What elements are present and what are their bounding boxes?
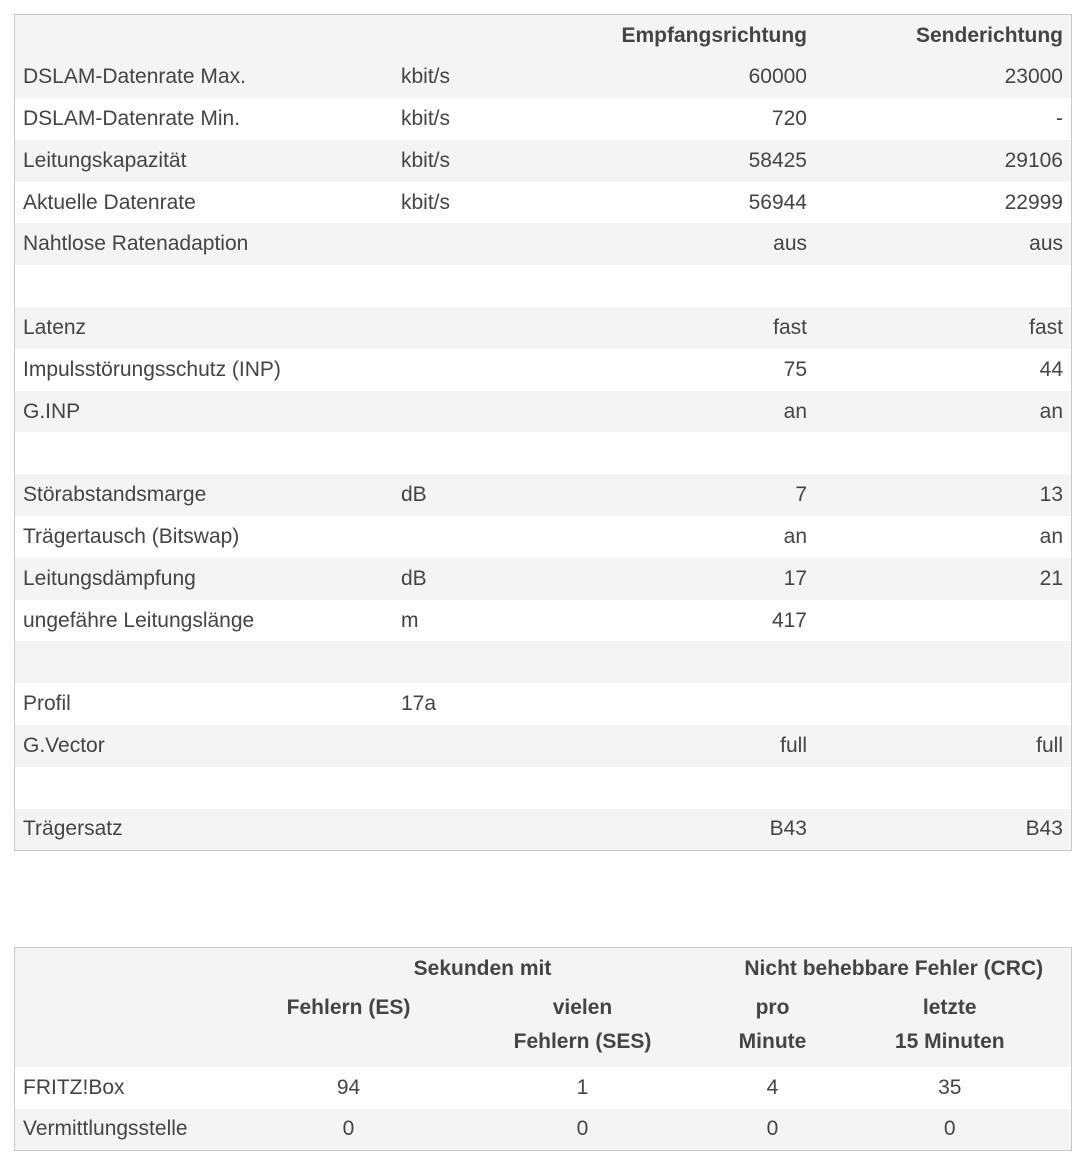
header-crc: Nicht behebbare Fehler (CRC): [717, 948, 1072, 991]
cell-upstream: [815, 767, 1072, 809]
cell-upstream: an: [1039, 399, 1063, 423]
row-unit: kbit/s: [401, 190, 451, 214]
cell-upstream: 29106: [1004, 148, 1063, 172]
row-label: Impulsstörungsschutz (INP): [23, 357, 281, 381]
table-row: [15, 725, 1072, 767]
row-unit: [393, 516, 589, 558]
row-label: [15, 265, 394, 307]
row-label: [15, 641, 394, 683]
cell-downstream: aus: [773, 232, 807, 256]
row-unit: dB: [401, 483, 427, 507]
sub-header-row: [15, 991, 1072, 1067]
table-row: [15, 140, 1072, 182]
header-es: Fehlern (ES): [249, 991, 449, 1067]
cell-downstream: 17: [783, 566, 807, 590]
table-row: [15, 265, 1072, 307]
cell-downstream: 75: [783, 357, 807, 381]
cell-crc-minute: 0: [766, 1117, 779, 1141]
row-unit: [393, 307, 589, 349]
cell-upstream: -: [1056, 106, 1063, 130]
row-unit: [393, 641, 589, 683]
cell-upstream: B43: [1025, 817, 1063, 841]
row-label: [15, 767, 394, 809]
table-row: [15, 432, 1072, 474]
row-label: Trägersatz: [23, 817, 123, 841]
table-row: [15, 767, 1072, 809]
error-stats-table: [14, 947, 1072, 1151]
cell-downstream: 417: [771, 608, 807, 632]
row-unit: [393, 767, 589, 809]
row-unit: [393, 349, 589, 391]
cell-downstream: [589, 265, 815, 307]
table-row: [15, 474, 1072, 516]
cell-crc-15min: 0: [943, 1117, 956, 1141]
group-header-row: [15, 948, 1072, 991]
cell-ses: 0: [576, 1117, 589, 1141]
cell-downstream: 58425: [748, 148, 807, 172]
row-label: DSLAM-Datenrate Max.: [23, 65, 246, 89]
table-row: [15, 391, 1072, 433]
table-row: [15, 683, 1072, 725]
row-label: G.Vector: [23, 733, 105, 757]
header-per-minute: pro Minute: [717, 991, 829, 1067]
header-label: [15, 15, 394, 57]
cell-upstream: 13: [1039, 483, 1063, 507]
row-unit: [393, 223, 589, 265]
cell-downstream: 7: [795, 483, 807, 507]
cell-downstream: [589, 641, 815, 683]
cell-es: 0: [342, 1117, 355, 1141]
row-label: Latenz: [23, 315, 87, 339]
cell-downstream: [589, 767, 815, 809]
cell-upstream: [815, 432, 1072, 474]
row-unit: [393, 265, 589, 307]
row-label: DSLAM-Datenrate Min.: [23, 106, 241, 130]
row-unit: [393, 725, 589, 767]
row-label: ungefähre Leitungslänge: [23, 608, 255, 632]
cell-crc-15min: 35: [938, 1075, 962, 1099]
cell-downstream: [589, 432, 815, 474]
cell-downstream: 60000: [748, 65, 807, 89]
header-ses: vielen Fehlern (SES): [449, 991, 717, 1067]
header-last-15-min: letzte 15 Minuten: [829, 991, 1072, 1067]
table-row: [15, 349, 1072, 391]
header-seconds-with: Sekunden mit: [249, 948, 717, 991]
header-downstream: Empfangsrichtung: [621, 23, 807, 47]
table-row: [15, 98, 1072, 140]
table-row: [15, 307, 1072, 349]
cell-downstream: full: [780, 733, 807, 757]
cell-upstream: 44: [1039, 357, 1063, 381]
cell-upstream: 23000: [1004, 65, 1063, 89]
row-label: Aktuelle Datenrate: [23, 190, 196, 214]
cell-downstream: fast: [773, 315, 807, 339]
table-row: [15, 56, 1072, 98]
row-label: Leitungskapazität: [23, 148, 187, 172]
row-unit: 17a: [401, 692, 437, 716]
row-label: Nahtlose Ratenadaption: [23, 232, 249, 256]
cell-upstream: full: [1036, 733, 1063, 757]
row-label: Störabstandsmarge: [23, 483, 207, 507]
row-unit: [393, 391, 589, 433]
row-unit: dB: [401, 566, 427, 590]
row-label: Leitungsdämpfung: [23, 566, 196, 590]
line-info-table: [14, 14, 1072, 851]
row-unit: [393, 432, 589, 474]
cell-upstream: [815, 641, 1072, 683]
header-upstream: Senderichtung: [915, 23, 1063, 47]
row-label: Vermittlungsstelle: [23, 1117, 188, 1141]
table-row: [15, 558, 1072, 600]
table-row: [15, 600, 1072, 642]
cell-upstream: [815, 265, 1072, 307]
header-unit: [393, 15, 589, 57]
cell-downstream: [589, 683, 815, 725]
table-row: [15, 1067, 1072, 1109]
table-row: [15, 641, 1072, 683]
table-row: [15, 809, 1072, 851]
cell-upstream: fast: [1029, 315, 1063, 339]
cell-downstream: B43: [769, 817, 807, 841]
row-unit: kbit/s: [401, 65, 451, 89]
table-row: [15, 223, 1072, 265]
cell-upstream: aus: [1029, 232, 1063, 256]
table-row: [15, 182, 1072, 224]
table-row: [15, 1109, 1072, 1151]
cell-upstream: an: [1039, 524, 1063, 548]
cell-upstream: 21: [1039, 566, 1063, 590]
cell-downstream: 720: [771, 106, 807, 130]
row-label: FRITZ!Box: [23, 1075, 125, 1099]
row-label: [15, 432, 394, 474]
row-unit: [393, 809, 589, 851]
row-label: Profil: [23, 692, 71, 716]
row-label: Trägertausch (Bitswap): [23, 524, 240, 548]
cell-downstream: an: [783, 399, 807, 423]
cell-downstream: 56944: [748, 190, 807, 214]
cell-downstream: an: [783, 524, 807, 548]
table-header-row: [15, 15, 1072, 57]
cell-ses: 1: [576, 1075, 589, 1099]
cell-crc-minute: 4: [766, 1075, 779, 1099]
cell-upstream: [815, 683, 1072, 725]
cell-es: 94: [336, 1075, 361, 1099]
row-unit: m: [401, 608, 419, 632]
cell-upstream: [815, 600, 1072, 642]
row-label: G.INP: [23, 399, 81, 423]
table-row: [15, 516, 1072, 558]
row-unit: kbit/s: [401, 106, 451, 130]
row-unit: kbit/s: [401, 148, 451, 172]
cell-upstream: 22999: [1004, 190, 1063, 214]
